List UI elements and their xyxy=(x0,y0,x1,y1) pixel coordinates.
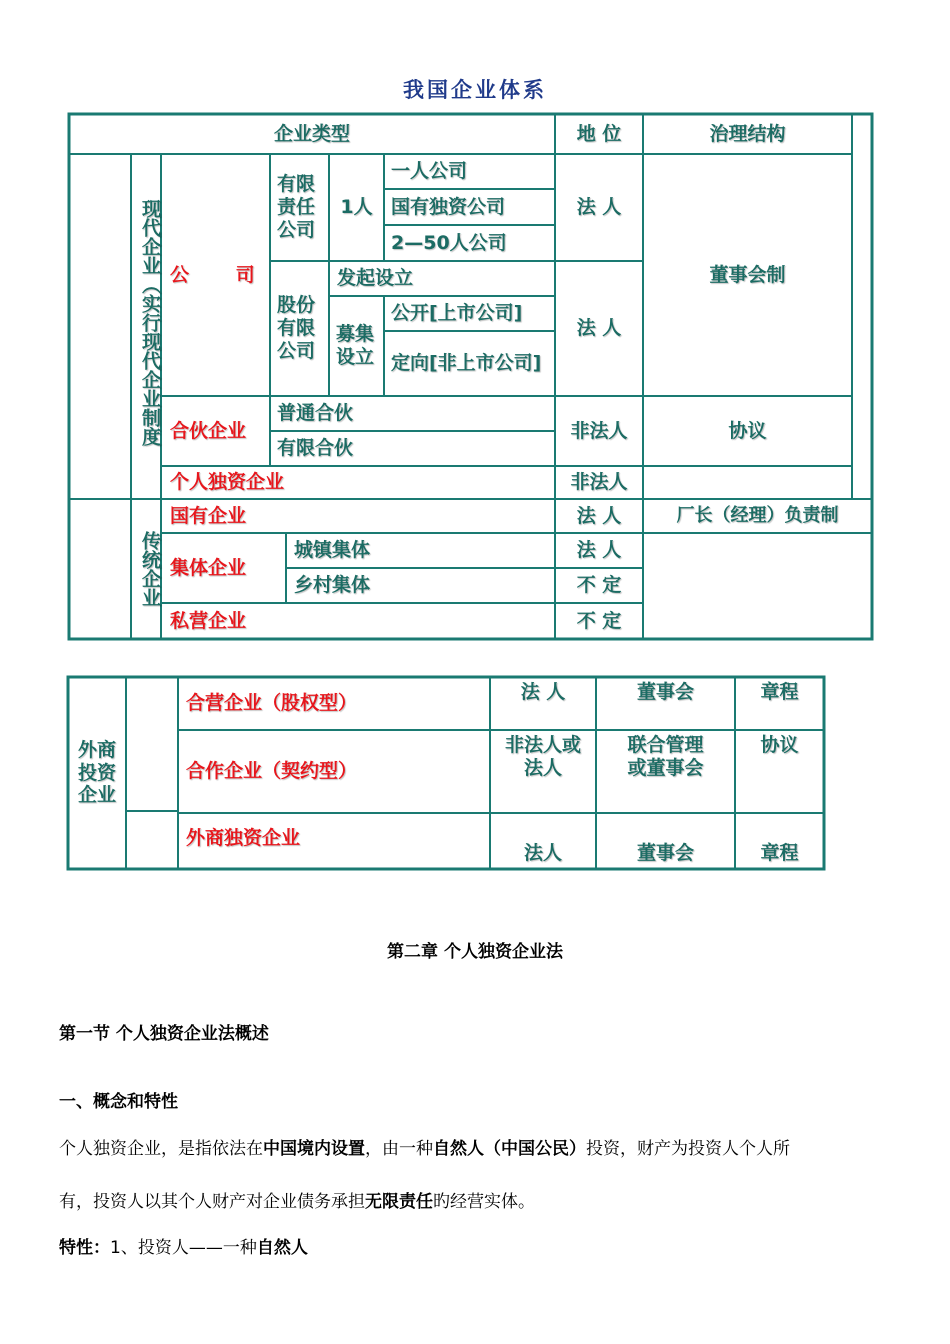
state-owned-status: 法 人 xyxy=(576,504,622,527)
feature-1-bold: 自然人 xyxy=(256,1238,308,1258)
promotion-establishment: 发起设立 xyxy=(337,267,414,290)
state-owned-governance: 厂长（经理）负责制 xyxy=(676,505,839,527)
features-label: 特性： xyxy=(59,1238,110,1258)
two-fifty-company: 2—50人公司 xyxy=(391,231,507,254)
state-owned-label: 国有企业 xyxy=(170,504,247,527)
def-text-e: 投资，财产为投资人个人所 xyxy=(586,1139,790,1159)
company-governance: 董事会制 xyxy=(709,263,786,286)
single-person-company: 一人公司 xyxy=(391,160,468,183)
def-text-a: 个人独资企业，是指依法在 xyxy=(59,1139,263,1159)
definition-paragraph-line1 xyxy=(59,1139,790,1159)
header-enterprise-type: 企业类型 xyxy=(273,122,350,145)
state-sole-company: 国有独资公司 xyxy=(391,195,506,218)
llc-legal-status: 法 人 xyxy=(576,196,622,219)
wfoe-governance: 董事会 xyxy=(636,842,694,865)
wfoe-label: 外商独资企业 xyxy=(186,827,301,849)
urban-collective-status: 法 人 xyxy=(576,539,622,562)
coop-jv-label: 合作企业（契约型） xyxy=(186,760,358,783)
general-partnership: 普通合伙 xyxy=(277,402,354,425)
one-person-label: 1人 xyxy=(340,196,373,219)
def-text-g: 旳经营实体。 xyxy=(433,1192,535,1212)
table-title: 我国企业体系 xyxy=(403,77,547,102)
def-text-f: 有，投资人以其个人财产对企业债务承担 xyxy=(59,1192,365,1212)
rural-collective: 乡村集体 xyxy=(294,574,371,597)
header-governance: 治理结构 xyxy=(709,122,786,145)
feature-1-text: 1、投资人——一种 xyxy=(110,1238,257,1258)
subsection-heading: 一、概念和特性 xyxy=(59,1092,178,1112)
wfoe-charter: 章程 xyxy=(760,842,799,865)
sole-proprietorship-label: 个人独资企业 xyxy=(170,471,285,494)
jsc-label: 股份有限公司 xyxy=(277,294,316,362)
equity-jv-status: 法 人 xyxy=(520,681,566,703)
private-unlisted: 定向[非上市公司] xyxy=(391,352,542,375)
coop-jv-charter: 协议 xyxy=(760,734,799,756)
definition-paragraph-line2 xyxy=(59,1192,535,1212)
partnership-governance: 协议 xyxy=(728,419,767,442)
company-label: 公 司 xyxy=(170,263,255,286)
llc-label: 有限责任公司 xyxy=(277,173,316,241)
coop-jv-status: 非法人或法人 xyxy=(504,734,581,779)
traditional-enterprise-label: 传统企业 xyxy=(139,531,161,607)
fie-label: 外商投资企业 xyxy=(77,738,116,807)
urban-collective: 城镇集体 xyxy=(294,539,371,562)
modern-enterprise-label: 现代企业（实行现代企业制度 xyxy=(139,198,161,446)
rural-collective-status: 不 定 xyxy=(576,574,622,597)
private-enterprise-label: 私营企业 xyxy=(170,609,247,632)
def-bold-territory: 中国境内设置 xyxy=(263,1139,365,1159)
section-heading: 第一节 个人独资企业法概述 xyxy=(59,1024,269,1044)
features-line xyxy=(59,1238,308,1258)
equity-jv-label: 合营企业（股权型） xyxy=(186,692,358,715)
jsc-legal-status: 法 人 xyxy=(576,317,622,340)
partnership-status: 非法人 xyxy=(570,419,628,442)
equity-jv-governance: 董事会 xyxy=(636,681,694,703)
partnership-label: 合伙企业 xyxy=(170,419,247,442)
private-enterprise-status: 不 定 xyxy=(576,609,622,632)
equity-jv-charter: 章程 xyxy=(760,681,799,703)
raising-establishment: 募集设立 xyxy=(336,323,375,368)
public-listed: 公开[上市公司] xyxy=(391,302,523,325)
def-bold-unlimited-liability: 无限责任 xyxy=(365,1192,433,1212)
limited-partnership: 有限合伙 xyxy=(277,437,354,460)
wfoe-status: 法人 xyxy=(523,842,562,865)
header-legal-status: 地 位 xyxy=(576,122,622,145)
def-bold-natural-person: 自然人（中国公民） xyxy=(433,1139,586,1159)
chapter-heading: 第二章 个人独资企业法 xyxy=(387,942,563,962)
def-text-c: ，由一种 xyxy=(365,1139,433,1159)
collective-label: 集体企业 xyxy=(170,556,247,579)
sole-proprietorship-status: 非法人 xyxy=(570,471,628,494)
coop-jv-governance: 联合管理或董事会 xyxy=(627,734,704,779)
